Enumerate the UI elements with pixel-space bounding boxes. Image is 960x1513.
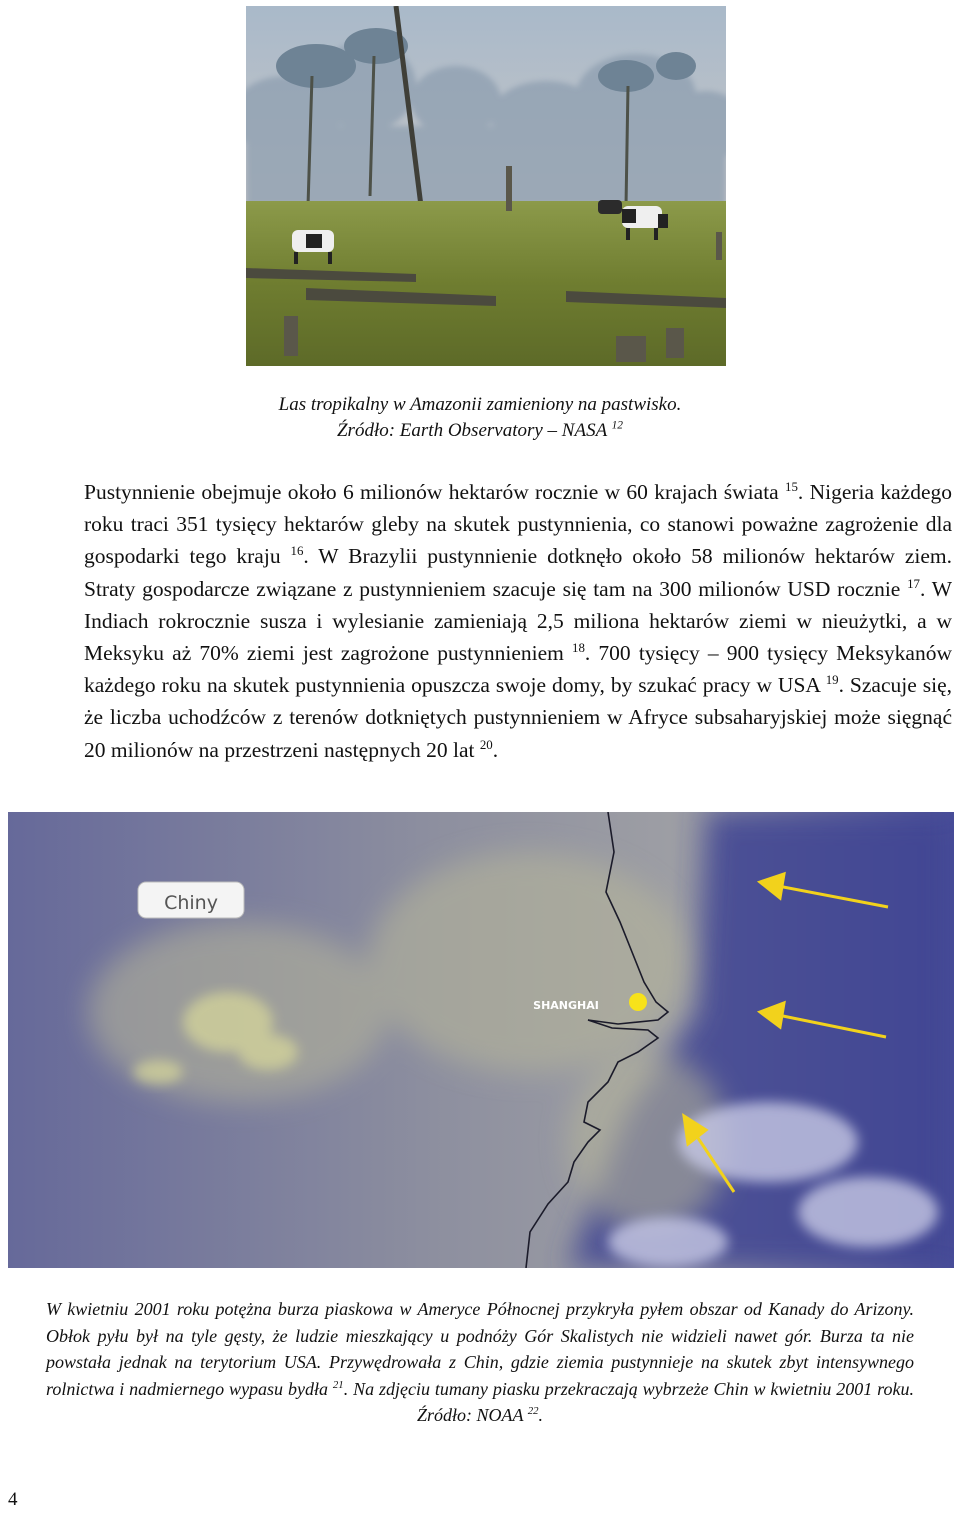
footnote-ref: 21: [332, 1378, 344, 1391]
footnote-ref: 20: [479, 737, 493, 752]
text-segment: . W Brazylii pustynnienie dotknęło około 58 milionów hektarów ziem. Straty gospodarcze związane z pustynnieniem szacuje się tam na 300 milionów USD rocznie: [84, 544, 952, 601]
amazon-pasture-illustration: [246, 6, 726, 366]
footnote-ref: 17: [907, 576, 920, 591]
photo-caption-line2: [0, 418, 960, 444]
text-segment: .: [492, 737, 499, 762]
shanghai-marker: [629, 993, 647, 1011]
caption-segment: .: [538, 1405, 543, 1425]
page-number: 4: [8, 1489, 18, 1510]
caption-segment: W kwietniu 2001 roku potężna burza piaskowa w Ameryce Północnej przykryła pyłem obszar od Kanady do Arizony. Obłok pyłu był na tyle gęsty, że ludzie mieszkający u podnóży Gór Skalistych nie widzieli nawet gór. Burza ta nie powstała jednak na terytorium USA. Przywędrowała z Chin, gdzie ziemia pustynnieje na skutek zbyt intensywnego rolnictwa i nadmiernego wypasu bydła: [46, 1299, 914, 1399]
text-segment: . 700 tysięcy – 900 tysięcy Meksykanów każdego roku na skutek pustynnienia opuszcza swoje domy, by szukać pracy w USA: [84, 641, 953, 698]
footnote-ref: 22: [527, 1405, 539, 1417]
footnote-ref: 19: [825, 673, 839, 688]
satellite-image: [8, 812, 954, 1268]
paragraph-text: [8, 476, 952, 766]
footnote-ref: 15: [785, 479, 798, 494]
footnote-ref: 18: [572, 640, 585, 655]
main-paragraph: [8, 476, 952, 766]
satellite-caption: [46, 1296, 914, 1429]
text-segment: . W Indiach rokrocznie susza i wylesianie zamieniają 2,5 miliona hektarów ziemi w nieużytki, a w Meksyku aż 70% ziemi jest zagrożone pustynnieniem: [84, 576, 953, 666]
map-label-shanghai: SHANGHAI: [533, 999, 599, 1012]
satellite-dust-storm-map: [8, 812, 954, 1268]
amazon-pasture-photo: [246, 6, 726, 366]
footnote-ref: 16: [290, 544, 304, 559]
map-label-chiny: Chiny: [164, 892, 218, 914]
footnote-ref: 12: [611, 419, 623, 432]
caption-segment: . Na zdjęciu tumany piasku przekraczają wybrzeże Chin w kwietniu 2001 roku. Źródło: NOAA: [343, 1378, 915, 1425]
satellite-caption-text: [46, 1296, 914, 1429]
text-segment: Pustynnienie obejmuje około 6 milionów hektarów rocznie w 60 krajach świata: [84, 480, 779, 504]
text-segment: . Szacuje się, że liczba uchodźców z terenów dotkniętych pustynnieniem w Afryce subsaharyjskiej może sięgnąć 20 milionów na przestrzeni następnych 20 lat: [84, 673, 952, 762]
text-segment: . Nigeria każdego roku traci 351 tysięcy hektarów gleby na skutek pustynnienia, co stanowi poważne zagrożenie dla gospodarki tego kraju: [84, 480, 952, 569]
photo-caption-line1: Las tropikalny w Amazonii zamieniony na pastwisko.: [278, 394, 682, 415]
photo-caption-source: Źródło: Earth Observatory – NASA: [336, 420, 607, 441]
photo-caption: [0, 392, 960, 444]
